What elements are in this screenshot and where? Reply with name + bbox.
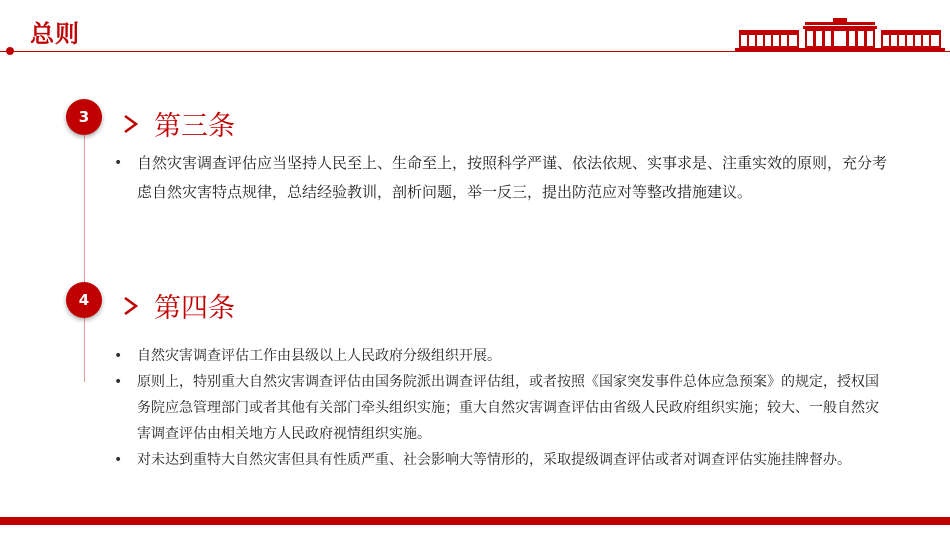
list-item: • 对未达到重特大自然灾害但具有性质严重、社会影响大等情形的，采取提级调查评估或者对调查评估实施挂牌督办。 xyxy=(112,447,892,473)
section-item-list xyxy=(112,343,892,473)
list-item: • 自然灾害调查评估工作由县级以上人民政府分级组织开展。 xyxy=(112,343,892,369)
page-title: 总则 xyxy=(30,20,80,48)
section-number-badge: 4 xyxy=(66,282,102,318)
building-icon xyxy=(735,18,945,52)
chevron-right-icon xyxy=(122,295,140,317)
section-heading xyxy=(122,104,235,143)
section-number-badge: 3 xyxy=(66,99,102,135)
section-title: 第三条 xyxy=(154,111,235,142)
footer-bar xyxy=(0,517,950,525)
chevron-right-icon xyxy=(122,113,140,135)
section-heading xyxy=(122,286,235,325)
timeline-line xyxy=(84,117,85,382)
section-title: 第四条 xyxy=(154,293,235,324)
list-item: • 原则上，特别重大自然灾害调查评估由国务院派出调查评估组，或者按照《国家突发事件总体应急预案》的规定，授权国务院应急管理部门或者其他有关部门牵头组织实施；重大自然灾害调查评估由省级人民政府组织实施；较大、一般自然灾害调查评估由相关地方人民政府视情组织实施。 xyxy=(112,369,892,447)
section-item-list xyxy=(112,149,892,207)
list-item: • 自然灾害调查评估应当坚持人民至上、生命至上，按照科学严谨、依法依规、实事求是、注重实效的原则，充分考虑自然灾害特点规律，总结经验教训，剖析问题，举一反三，提出防范应对等整改措施建议。 xyxy=(112,149,892,207)
